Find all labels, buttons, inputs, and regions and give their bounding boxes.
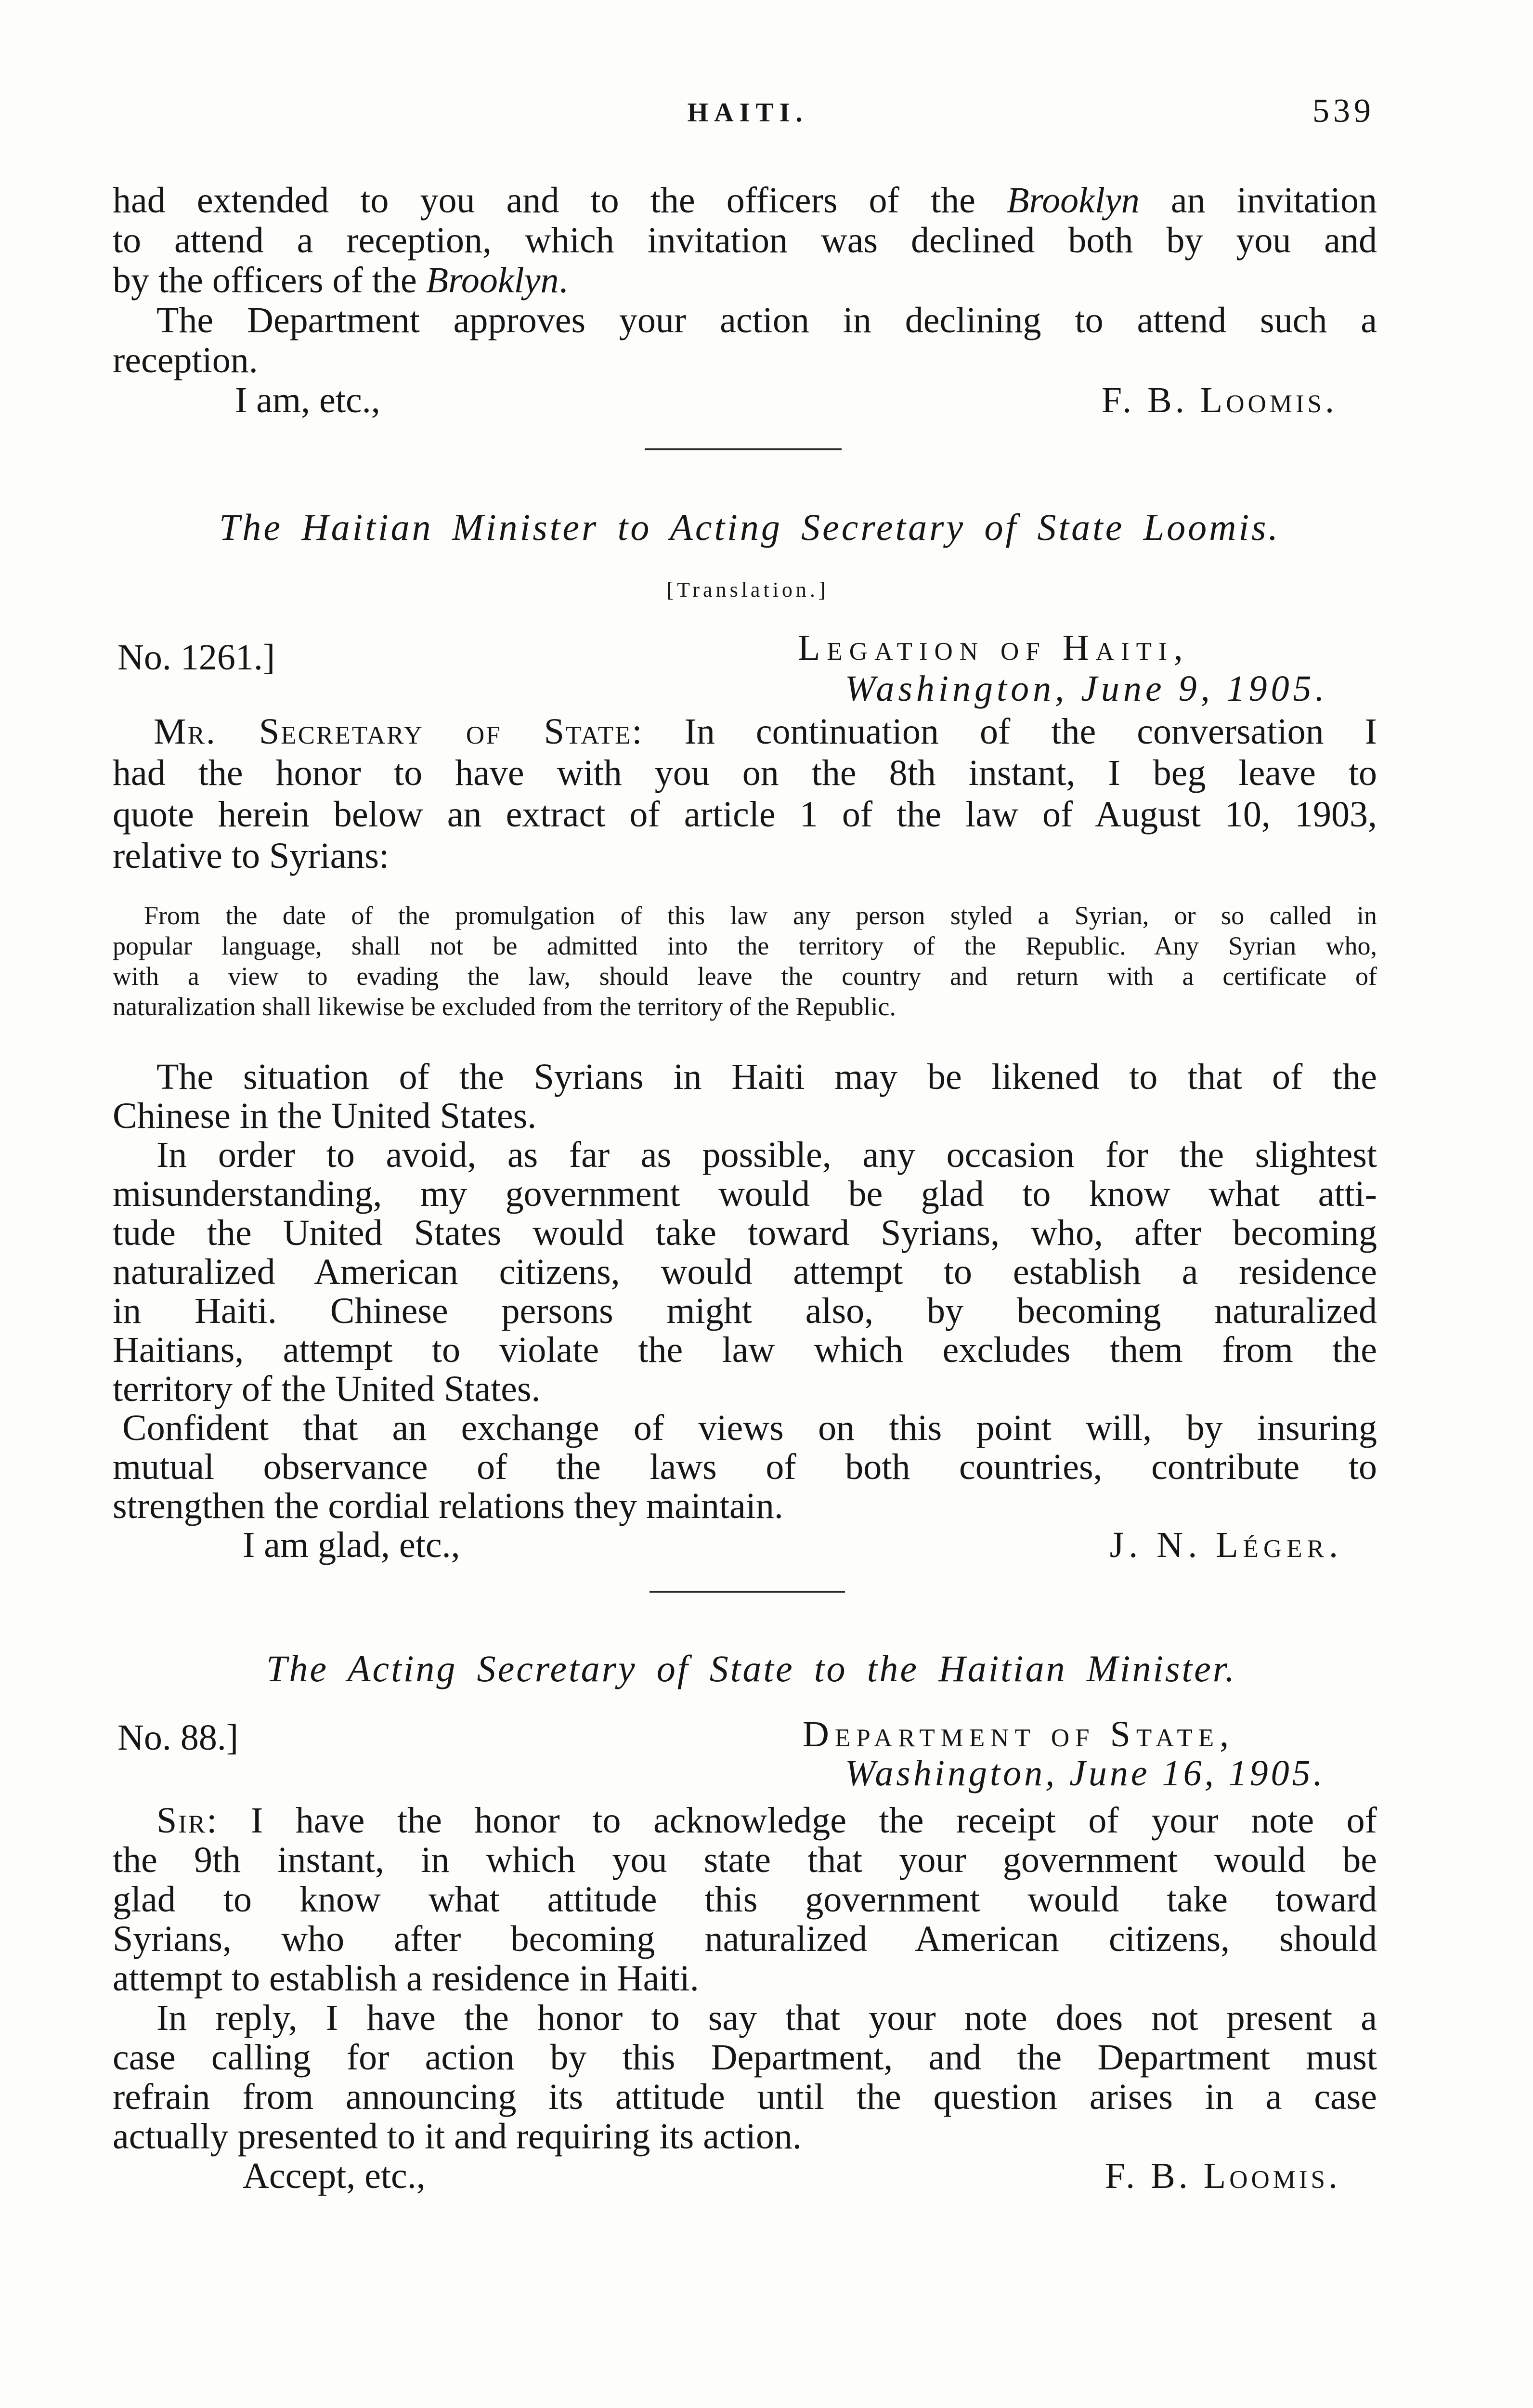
letter-body bbox=[113, 1058, 1377, 1565]
text-line: quote herein below an extract of article 1 of the law of August 10, 1903, bbox=[113, 794, 1377, 835]
text-line bbox=[113, 261, 1377, 301]
translation-note: [Translation.] bbox=[666, 578, 829, 602]
text-line: refrain from announcing its attitude until the question arises in a case bbox=[113, 2077, 1377, 2117]
quoted-extract bbox=[113, 901, 1377, 1022]
signature: F. B. Loomis. bbox=[1101, 380, 1338, 420]
text-line: in Haiti. Chinese persons might also, by becoming naturalized bbox=[113, 1291, 1377, 1331]
sender: Legation of Haiti, bbox=[798, 628, 1190, 668]
ship-name: Brooklyn bbox=[1006, 180, 1140, 221]
text-line: In reply, I have the honor to say that your note does not present a bbox=[156, 1998, 1377, 2038]
text-run: In continuation of the conversation I bbox=[643, 711, 1377, 752]
text-line: misunderstanding, my government would be glad to know what atti- bbox=[113, 1174, 1377, 1214]
text-line bbox=[113, 1801, 1377, 1840]
page-number: 539 bbox=[1312, 92, 1375, 130]
text-line: Chinese in the United States. bbox=[113, 1096, 537, 1136]
letter-body bbox=[113, 711, 1377, 877]
text-line: reception. bbox=[113, 340, 258, 380]
text-line: naturalized American citizens, would attempt to establish a residence bbox=[113, 1252, 1377, 1292]
dateline: Washington, June 9, 1905. bbox=[845, 668, 1328, 709]
text-line: case calling for action by this Department, and the Department must bbox=[113, 2037, 1377, 2078]
text-line: to attend a reception, which invitation was declined both by you and bbox=[113, 220, 1377, 261]
text-line: the 9th instant, in which you state that your government would be bbox=[113, 1840, 1377, 1880]
letter-heading: The Acting Secretary of State to the Haitian Minister. bbox=[266, 1648, 1236, 1689]
text-run: by the officers of the bbox=[113, 260, 426, 301]
salutation: Sir: bbox=[156, 1800, 219, 1841]
running-head: HAITI. bbox=[687, 98, 808, 128]
signature: J. N. Léger. bbox=[1109, 1525, 1343, 1565]
text-line: From the date of the promulgation of this law any person styled a Syrian, or so called in bbox=[144, 901, 1377, 930]
section-divider bbox=[645, 448, 842, 450]
ship-name: Brooklyn bbox=[426, 260, 559, 301]
text-line: tude the United States would take toward Syrians, who, after becoming bbox=[113, 1213, 1377, 1253]
text-line: mutual observance of the laws of both countries, contribute to bbox=[113, 1447, 1377, 1487]
text-line: glad to know what attitude this government would take toward bbox=[113, 1879, 1377, 1920]
text-run: an invitation bbox=[1139, 180, 1377, 221]
closing-line bbox=[113, 1526, 1377, 1565]
text-line: with a view to evading the law, should leave the country and return with a certificate of bbox=[113, 962, 1377, 991]
text-line: strengthen the cordial relations they maintain. bbox=[113, 1486, 783, 1526]
letter-body bbox=[113, 1801, 1377, 2196]
text-line: Confident that an exchange of views on this point will, by insuring bbox=[122, 1408, 1377, 1448]
letter-body bbox=[113, 181, 1377, 420]
valediction: I am glad, etc., bbox=[243, 1525, 460, 1565]
sender: Department of State, bbox=[803, 1714, 1235, 1754]
section-divider bbox=[650, 1591, 845, 1593]
closing-line bbox=[113, 2156, 1377, 2196]
text-line: Syrians, who after becoming naturalized American citizens, should bbox=[113, 1919, 1377, 1959]
signature: F. B. Loomis. bbox=[1104, 2156, 1341, 2196]
text-line: Haitians, attempt to violate the law which excludes them from the bbox=[113, 1330, 1377, 1370]
text-line: actually presented to it and requiring its action. bbox=[113, 2116, 802, 2157]
valediction: I am, etc., bbox=[235, 380, 380, 420]
text-run: . bbox=[559, 260, 568, 301]
closing-line bbox=[113, 380, 1377, 420]
letter-heading: The Haitian Minister to Acting Secretary of State Loomis. bbox=[219, 506, 1280, 548]
valediction: Accept, etc., bbox=[243, 2156, 426, 2196]
text-line: relative to Syrians: bbox=[113, 836, 390, 876]
dateline: Washington, June 16, 1905. bbox=[845, 1753, 1325, 1793]
text-line bbox=[113, 711, 1377, 752]
text-line bbox=[113, 181, 1377, 221]
text-line: attempt to establish a residence in Haiti. bbox=[113, 1958, 699, 1999]
text-line: popular language, shall not be admitted into the territory of the Republic. Any Syrian who, bbox=[113, 931, 1377, 960]
text-line: The situation of the Syrians in Haiti may be likened to that of the bbox=[156, 1057, 1377, 1097]
text-line: territory of the United States. bbox=[113, 1369, 541, 1409]
text-line: In order to avoid, as far as possible, any occasion for the slightest bbox=[156, 1135, 1377, 1175]
salutation: Mr. Secretary of State: bbox=[154, 711, 644, 752]
text-run: had extended to you and to the officers of the bbox=[113, 180, 1007, 221]
text-run: I have the honor to acknowledge the receipt of your note of bbox=[218, 1800, 1377, 1841]
text-line: naturalization shall likewise be excluded from the territory of the Republic. bbox=[113, 992, 896, 1021]
letter-number: No. 88.] bbox=[117, 1717, 239, 1758]
text-line: The Department approves your action in declining to attend such a bbox=[156, 300, 1377, 340]
letter-number: No. 1261.] bbox=[117, 637, 275, 678]
text-line: had the honor to have with you on the 8th instant, I beg leave to bbox=[113, 753, 1377, 793]
